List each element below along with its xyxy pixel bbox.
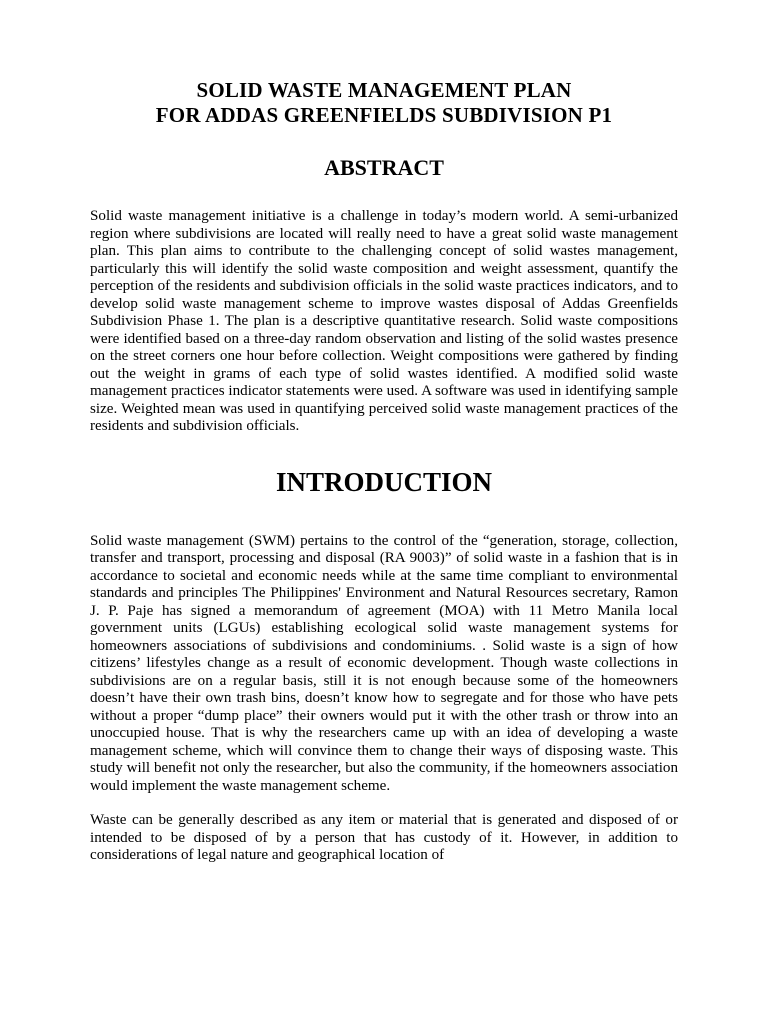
document-title-line-1: SOLID WASTE MANAGEMENT PLAN xyxy=(196,78,572,102)
abstract-paragraph: Solid waste management initiative is a challenge in today’s modern world. A semi-urbanized region where subdivisions are located will really need to have a great solid waste management plan. This plan aims to contribute to the challenging concept of solid wastes management, particularly this will identify the solid waste composition and weight assessment, quantify the perception of the residents and subdivision officials in the solid waste practices indicators, and to develop solid waste management scheme to improve wastes disposal of Addas Greenfields Subdivision Phase 1. The plan is a descriptive quantitative research. Solid waste compositions were identified based on a three-day random observation and listing of the solid wastes presence on the street corners one hour before collection. Weight compositions were gathered by finding out the weight in grams of each type of solid wastes identified. A modified solid waste management practices indicator statements were used. A software was used in identifying sample size. Weighted mean was used in quantifying perceived solid waste management practices of the residents and subdivision officials. xyxy=(90,208,678,434)
document-title-line-2: FOR ADDAS GREENFIELDS SUBDIVISION P1 xyxy=(155,103,613,127)
introduction-heading: INTRODUCTION xyxy=(275,466,493,497)
abstract-heading: ABSTRACT xyxy=(324,155,444,180)
document-page xyxy=(90,78,678,865)
introduction-paragraph-1: Solid waste management (SWM) pertains to the control of the “generation, storage, collection, transfer and transport, processing and disposal (RA 9003)” of solid waste in a fashion that is in accordance to societal and economic needs while at the same time compliant to environmental standards and principles The Philippines' Environment and Natural Resources secretary, Ramon J. P. Paje has signed a memorandum of agreement (MOA) with 11 Metro Manila local government units (LGUs) establishing ecological solid waste management systems for homeowners associations of subdivisions and condominiums. . Solid waste is a sign of how citizens’ lifestyles change as a result of economic development. Though waste collections in subdivisions are on a regular basis, still it is not enough because some of the homeowners doesn’t have their own trash bins, doesn’t know how to segregate and for those who have pets without a proper “dump place” their owners would put it with the other trash or throw into an unoccupied house. That is why the researchers came up with an idea of developing a waste management scheme, which will convince them to change their ways of disposing waste. This study will benefit not only the researcher, but also the community, if the homeowners association would implement the waste management scheme. xyxy=(90,532,678,794)
introduction-paragraph-2: Waste can be generally described as any item or material that is generated and disposed of or intended to be disposed of by a person that has custody of it. However, in addition to considerations of legal nature and geographical location of xyxy=(90,812,678,863)
